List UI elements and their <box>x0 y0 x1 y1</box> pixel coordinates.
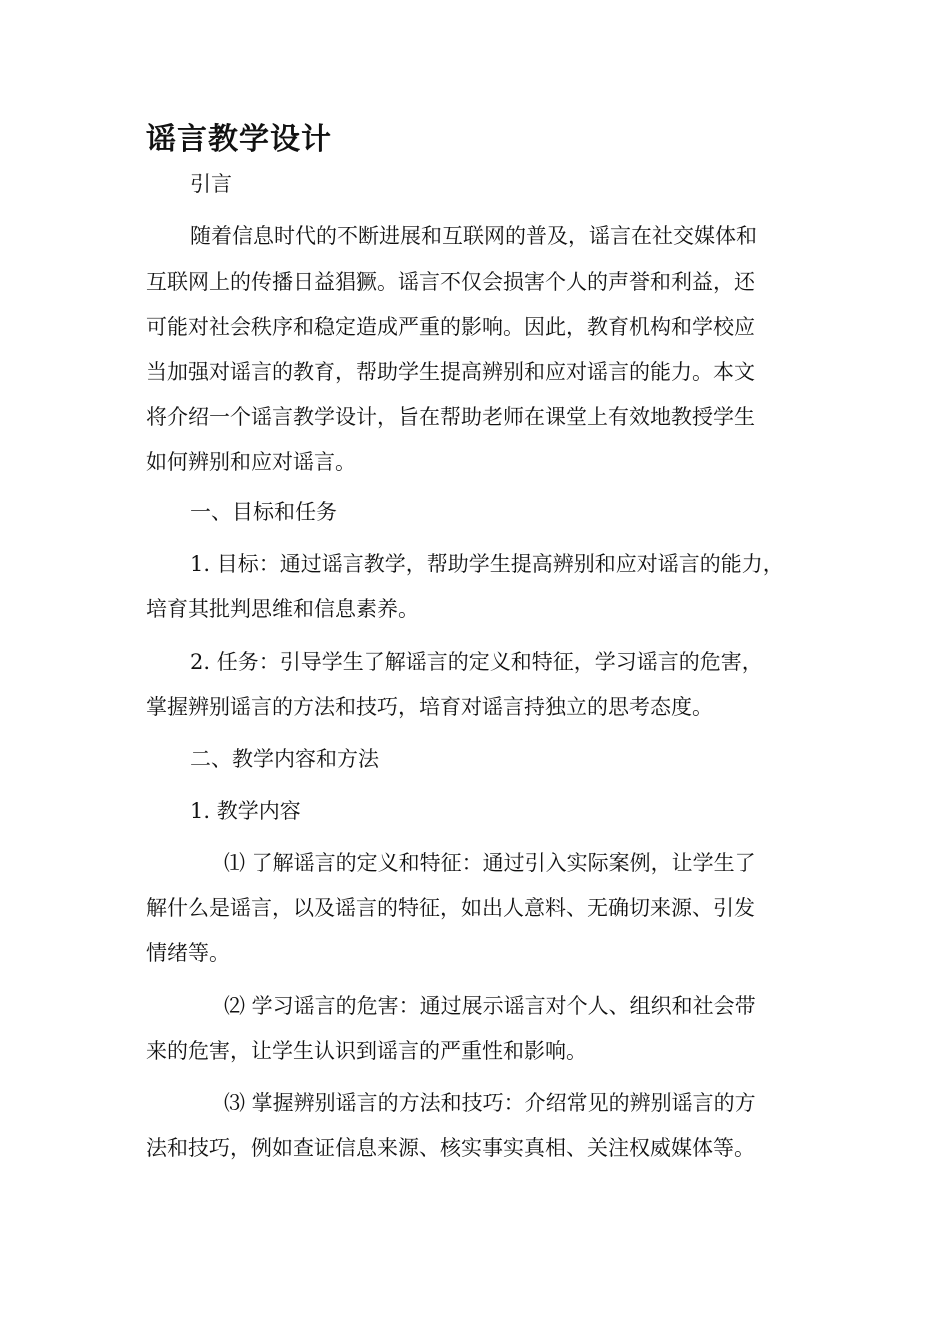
paragraph-line: 互联网上的传播日益猖獗。谣言不仅会损害个人的声誉和利益，还 <box>146 270 755 294</box>
heading-introduction: 引言 <box>190 172 232 196</box>
list-item-task: 2. 任务：引导学生了解谣言的定义和特征，学习谣言的危害， <box>190 650 763 674</box>
content-item-definition: ⑴ 了解谣言的定义和特征：通过引入实际案例，让学生了 <box>224 851 756 875</box>
list-item-task-continued: 掌握辨别谣言的方法和技巧，培育对谣言持独立的思考态度。 <box>146 695 713 719</box>
list-item-goal-continued: 培育其批判思维和信息素养。 <box>146 597 419 621</box>
section-heading-content-methods: 二、教学内容和方法 <box>190 747 379 771</box>
content-item-methods: ⑶ 掌握辨别谣言的方法和技巧：介绍常见的辨别谣言的方 <box>224 1091 756 1115</box>
paragraph-line: 当加强对谣言的教育，帮助学生提高辨别和应对谣言的能力。本文 <box>146 360 755 384</box>
content-item-definition-continued: 情绪等。 <box>146 941 230 965</box>
paragraph-line: 可能对社会秩序和稳定造成严重的影响。因此，教育机构和学校应 <box>146 315 755 339</box>
section-heading-goals: 一、目标和任务 <box>190 500 337 524</box>
content-item-methods-continued: 法和技巧，例如查证信息来源、核实事实真相、关注权威媒体等。 <box>146 1136 755 1160</box>
paragraph-line: 随着信息时代的不断进展和互联网的普及，谣言在社交媒体和 <box>190 224 757 248</box>
list-item-goal: 1. 目标：通过谣言教学，帮助学生提高辨别和应对谣言的能力， <box>190 552 784 576</box>
subsection-heading-content: 1. 教学内容 <box>190 799 301 823</box>
paragraph-line: 将介绍一个谣言教学设计，旨在帮助老师在课堂上有效地教授学生 <box>146 405 755 429</box>
document-title: 谣言教学设计 <box>146 122 332 157</box>
paragraph-line: 如何辨别和应对谣言。 <box>146 450 356 474</box>
content-item-definition-continued: 解什么是谣言，以及谣言的特征，如出人意料、无确切来源、引发 <box>146 896 755 920</box>
content-item-harm-continued: 来的危害，让学生认识到谣言的严重性和影响。 <box>146 1039 587 1063</box>
content-item-harm: ⑵ 学习谣言的危害：通过展示谣言对个人、组织和社会带 <box>224 994 756 1018</box>
